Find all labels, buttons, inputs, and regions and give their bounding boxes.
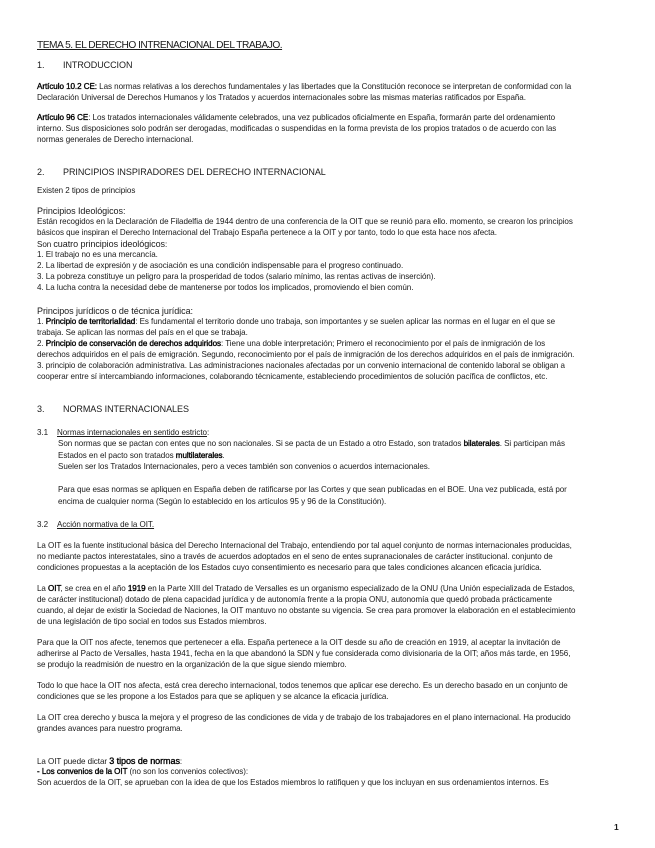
juridical-p2-line-2: derechos adquiridos en el país de emigración. Segundo, reconocimiento por el país de inmigración de los derechos adquiridos en el país de inmigración. [37,350,575,359]
oit-p1-line: condiciones propuestas a la aceptación de los Estados cuyo consentimiento es necesario para que tales condiciones alcancen eficacia jurídica. [37,563,542,572]
norm-types-line-1: La OIT puede dictar 3 tipos de normas: [37,756,183,766]
s31-line-1: Son normas que se pactan con entes que no son nacionales. Si se pacta de un Estado a otro Estado, son tratados bilaterales. Si participan más [58,439,565,448]
ideological-line-1: Están recogidos en la Declaración de Filadelfia de 1944 dentro de una conferencia de la OIT que se reunió para ello. momento, se crearon los principios [37,217,573,226]
multilateral-term: multilaterales [175,451,223,460]
oit-p3-line: se produjo la readmisión de nuestro en la organización de la que sigue siendo miembro. [37,660,347,669]
s31-line-5: encima de cualquier norma (Según lo establecido en los artículos 95 y 96 de la Constitución). [58,497,387,506]
ideological-line-3: Son cuatro principios ideológicos: [37,239,168,249]
oit-p1-line: no mediante pactos interestatales, sino a través de acuerdos adoptados en el seno de entes supranacionales de carácter institucional. conjunto de [37,552,553,561]
oit-p4-line: Todo lo que hace la OIT nos afecta, está crea derecho internacional, todos tenemos que aplicar ese derecho. Es un derecho basado en un conjunto de [37,681,568,690]
oit-p4-line: condiciones que se les propone a los Estados para que se apliquen y se alcance la eficacia jurídica. [37,692,389,701]
oit-p3-line: Para que la OIT nos afecte, tenemos que pertenecer a ella. España pertenece a la OIT desde su año de creación en 1919, al aceptar la invitación de [37,638,561,647]
art-10-2-label: Artículo 10.2 CE: [37,82,97,91]
document-title: TEMA 5. EL DERECHO INTRENACIONAL DEL TRABAJO. [37,40,283,51]
norm-types-line-2: - Los convenios de la OIT (no son los convenios colectivos): [37,767,249,776]
art-96-line-1: Artículo 96 CE: Los tratados internacionales válidamente celebrados, una vez publicados oficialmente en España, formarán parte del ordenamiento [37,113,556,122]
ideological-heading: Principios Ideológicos: [37,206,126,216]
norm-types-line-3: Son acuerdos de la OIT, se aprueban con la idea de que los Estados miembros lo ratifiquen y que los incluyan en sus ordenamientos internos. Es [37,778,549,787]
section-3-heading [37,404,627,415]
s31-line-3: Suelen ser los Tratados Internacionales, pero a veces también son convenios o acuerdos internacionales. [58,462,430,471]
bilateral-term: bilaterales [463,439,500,448]
oit-p5-line: La OIT crea derecho y busca la mejora y el progreso de las condiciones de vida y de trabajo de los trabajadores en el plano internacional. Ha producido [37,713,571,722]
art-10-2-line-2: Declaración Universal de Derechos Humanos y los Tratados y acuerdos internacionales sobre las mismas materias ratificados por España. [37,93,526,102]
juridical-p1-line-1: 1. Principio de territorialidad: Es fundamental el territorio donde uno trabaja, son importantes y se suelen aplicar las normas en el lugar en el que se [37,317,555,326]
territoriality-label: Principio de territorialidad [45,317,136,326]
norm-types-term: 3 tipos de normas [109,756,180,766]
section-number: 1. [37,60,45,70]
juridical-heading: Principos jurídicos o de técnica jurídica: [37,306,193,316]
section-2-heading [37,167,627,178]
page-number: 1 [614,822,619,832]
s31-line-4: Para que esas normas se apliquen en España deben de ratificarse por las Cortes y que sean publicadas en el BOE. Una vez publicada, está por [58,485,567,494]
section-title: INTRODUCCION [63,60,133,70]
section-number: 2. [37,167,45,177]
oit-conventions-term: - Los convenios de la OIT [37,767,128,776]
principle-item: 4. La lucha contra la necesidad debe de mantenerse por todos los implicados, promoviendo el bien común. [37,283,414,292]
juridical-p1-line-2: trabaja. Se aplican las normas del país en el que se trabaja. [37,328,248,337]
principle-item: 3. La pobreza constituye un peligro para la prosperidad de todos (salario mínimo, las rentas activas de inserción). [37,272,436,281]
juridical-p2-line-1: 2. Principio de conservación de derechos adquiridos: Tiene una doble interpretación; Primero el reconocimiento por el país de inmigración de los [37,339,546,348]
oit-p5-line: grandes avances para nuestro programa. [37,724,183,733]
oit-p2-line-3: cuando, al dejar de existir la Sociedad de Naciones, la OIT mantuvo no obstante su vigencia. Se crea para promover la elaboración en el establecimiento [37,606,576,615]
juridical-p3-line-2: cooperar entre sí intercambiando informaciones, colaborando técnicamente, estableciendo procedimientos de solución pacífica de conflictos, etc. [37,372,548,381]
section-1-heading [37,60,627,71]
principle-item: 2. La libertad de expresión y de asociación es una condición indispensable para el progreso continuado. [37,261,404,270]
art-10-2-line-1: Artículo 10.2 CE: Las normas relativas a los derechos fundamentales y las libertades que la Constitución reconoce se interpretan de conformidad con la [37,82,572,91]
art-96-line-2: interno. Sus disposiciones solo podrán ser derogadas, modificadas o suspendidas en la forma prevista de los propios tratados o de acuerdo con las [37,124,557,133]
art-96-line-3: normas generales de Derecho internacional. [37,135,194,144]
section-title: PRINCIPIOS INSPIRADORES DEL DERECHO INTERNACIONAL [63,167,326,177]
principle-item: 1. El trabajo no es una mercancía. [37,250,158,259]
oit-p3-line: adherirse al Pacto de Versalles, hasta 1941, fecha en la que abandonó la SDN y fue considerada como divisionaria de la OIT; años más tarde, en 1956, [37,649,571,658]
subsection-3-1-heading: 3.1 Normas internacionales en sentido estricto: [37,428,210,437]
oit-p2-line-2: de carácter institucional) dotado de plena capacidad jurídica y de autonomía frente a la propia ONU, autonomía que quedó probada prácticamente [37,595,552,604]
oit-p2-line-4: de una legislación de tipo social en todos sus Estados miembros. [37,617,267,626]
ideological-line-2: básicos que inspiran el Derecho Internacional del Trabajo España pertenece a la OIT y por tanto, todo lo que esta hace nos afecta. [37,228,497,237]
acquired-rights-label: Principio de conservación de derechos adquiridos [45,339,221,348]
juridical-p3-line-1: 3. principio de colaboración administrativa. Las administraciones nacionales afectadas por un convenio internacional de contenido laboral se obligan a [37,361,565,370]
oit-p1-line: La OIT es la fuente institucional básica del Derecho Internacional del Trabajo, entendiendo por tal aquel conjunto de normas internacionales producidas, [37,541,572,550]
s31-line-2: Estados en el pacto son tratados multilaterales. [58,451,225,460]
existen-text: Existen 2 tipos de principios [37,186,136,195]
section-number: 3. [37,404,45,414]
art-96-label: Artículo 96 CE [37,113,89,122]
section-title: NORMAS INTERNACIONALES [63,404,189,414]
subsection-3-2-heading: 3.2 Acción normativa de la OIT. [37,520,155,529]
oit-p2-line-1: La OIT, se crea en el año 1919 en la Parte XIII del Tratado de Versalles es un organismo especializado de la ONU (Una Unión especializada de Estados, [37,584,575,593]
